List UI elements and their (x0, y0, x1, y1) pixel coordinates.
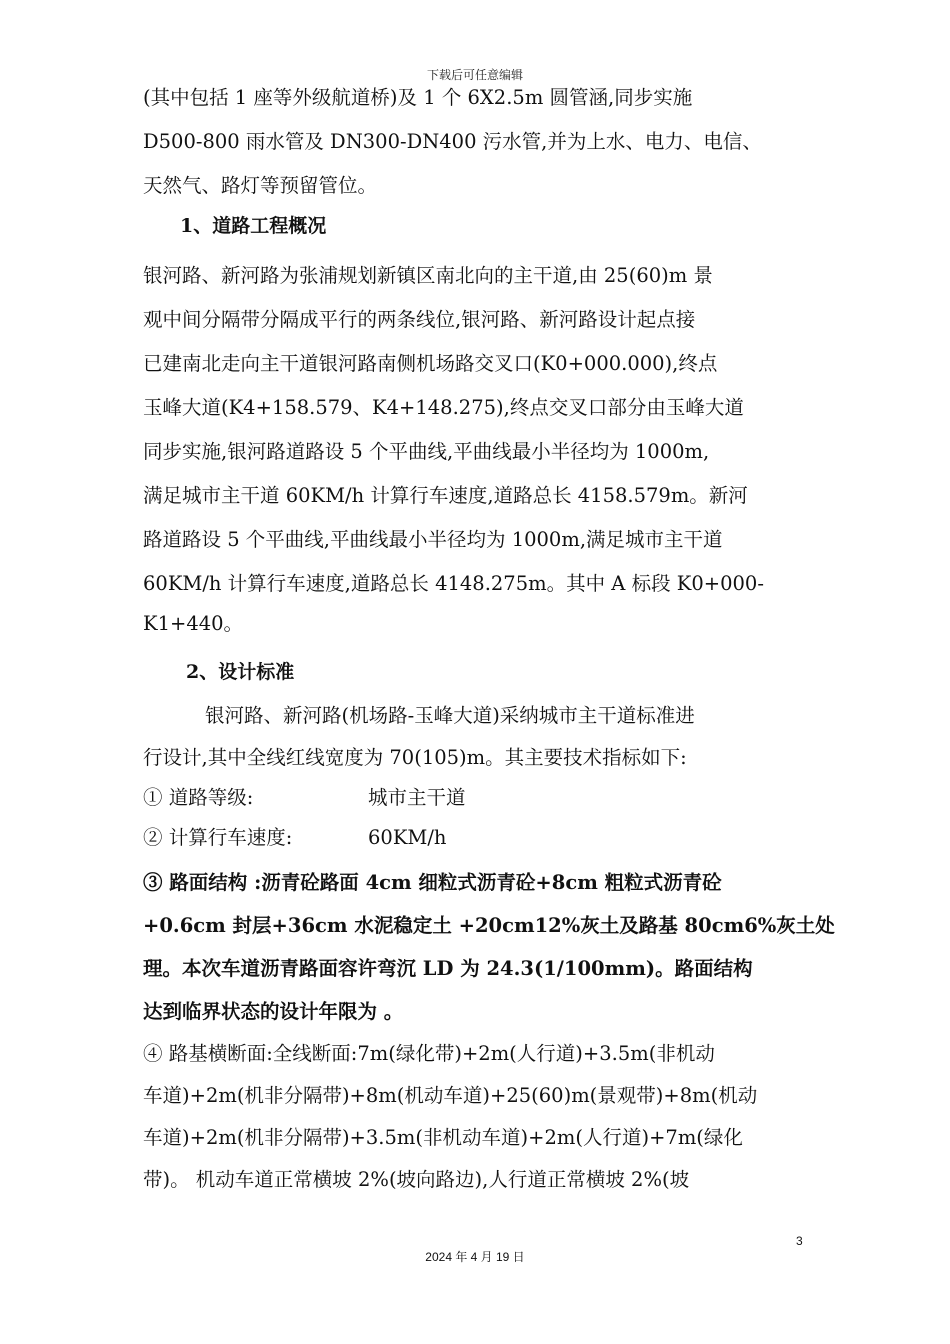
footer-date: 2024 年 4 月 19 日 (425, 1250, 525, 1264)
intro-line: D500-800 雨水管及 DN300-DN400 污水管,并为上水、电力、电信、 (143, 130, 762, 153)
body-line: 银河路、新河路为张浦规划新镇区南北向的主干道,由 25(60)m 景 (143, 264, 713, 287)
section-2-heading: 2、设计标准 (186, 661, 295, 683)
body-line: ④ 路基横断面:全线断面:7m(绿化带)+2m(人行道)+3.5m(非机动 (143, 1042, 715, 1065)
intro-line: (其中包括 1 座等外级航道桥)及 1 个 6X2.5m 圆管涵,同步实施 (143, 86, 693, 109)
body-line: 观中间分隔带分隔成平行的两条线位,银河路、新河路设计起点接 (143, 308, 696, 331)
body-line: 带)。 机动车道正常横坡 2%(坡向路边),人行道正常横坡 2%(坡 (143, 1168, 690, 1191)
spec-value: 60KM/h (368, 826, 447, 849)
section-1-heading: 1、道路工程概况 (180, 215, 327, 237)
page-number: 3 (796, 1234, 803, 1248)
body-line: 车道)+2m(机非分隔带)+8m(机动车道)+25(60)m(景观带)+8m(机动 (143, 1084, 758, 1107)
body-line: 满足城市主干道 60KM/h 计算行车速度,道路总长 4158.579m。新河 (143, 484, 748, 507)
spec-item (143, 826, 823, 850)
body-line: 银河路、新河路(机场路-玉峰大道)采纳城市主干道标准进 (205, 704, 695, 727)
intro-line: 天然气、路灯等预留管位。 (143, 174, 378, 197)
body-line: 已建南北走向主干道银河路南侧机场路交叉口(K0+000.000),终点 (143, 352, 718, 375)
body-line: 同步实施,银河路道路设 5 个平曲线,平曲线最小半径均为 1000m, (143, 440, 710, 463)
bold-line: 达到临界状态的设计年限为 。 (143, 1000, 404, 1023)
header-note: 下载后可任意编辑 (426, 68, 523, 82)
body-line: 行设计,其中全线红线宽度为 70(105)m。其主要技术指标如下: (143, 746, 687, 769)
body-line: 60KM/h 计算行车速度,道路总长 4148.275m。其中 A 标段 K0+000- (143, 572, 764, 595)
spec-label: ① 道路等级: (143, 786, 254, 809)
body-line: 路道路设 5 个平曲线,平曲线最小半径均为 1000m,满足城市主干道 (143, 528, 723, 551)
body-line: 车道)+2m(机非分隔带)+3.5m(非机动车道)+2m(人行道)+7m(绿化 (143, 1126, 743, 1149)
body-line: 玉峰大道(K4+158.579、K4+148.275),终点交叉口部分由玉峰大道 (143, 396, 744, 419)
spec-value: 城市主干道 (368, 786, 466, 809)
spec-item (143, 786, 823, 810)
bold-line: ③ 路面结构 :沥青砼路面 4cm 细粒式沥青砼+8cm 粗粒式沥青砼 (143, 871, 722, 894)
spec-label: ② 计算行车速度: (143, 826, 293, 849)
bold-line: 理。本次车道沥青路面容许弯沉 LD 为 24.3(1/100mm)。路面结构 (143, 957, 753, 980)
bold-line: +0.6cm 封层+36cm 水泥稳定土 +20cm12%灰土及路基 80cm6%灰土处 (143, 914, 835, 937)
body-line: K1+440。 (143, 612, 244, 635)
